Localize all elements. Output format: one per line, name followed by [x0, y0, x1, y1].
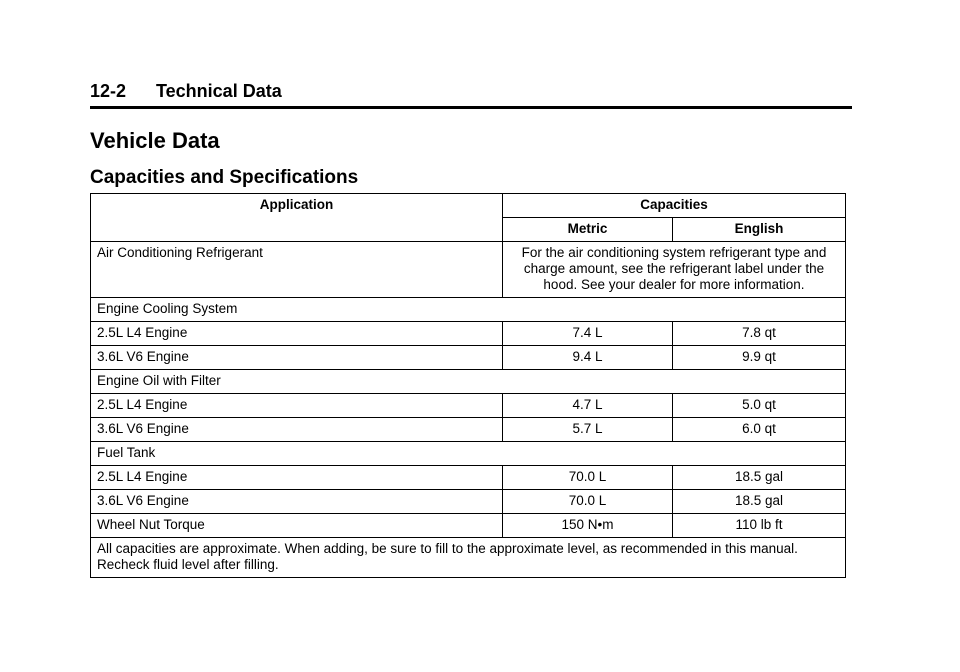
capacities-footnote: All capacities are approximate. When adding, be sure to fill to the approximate level, as recommended in this manual. Recheck fluid level after filling. [91, 538, 846, 578]
english-value: 7.8 qt [673, 322, 846, 346]
engine-label: 2.5L L4 Engine [91, 322, 503, 346]
table-row [91, 346, 846, 370]
english-value: 5.0 qt [673, 394, 846, 418]
english-header: English [673, 218, 846, 242]
fuel-tank-label: Fuel Tank [91, 442, 846, 466]
engine-label: 3.6L V6 Engine [91, 346, 503, 370]
table-group-row [91, 370, 846, 394]
table-row [91, 242, 846, 298]
section-title: Vehicle Data [90, 128, 220, 153]
english-value: 110 lb ft [673, 514, 846, 538]
table-group-row [91, 298, 846, 322]
table-row [91, 322, 846, 346]
engine-label: 2.5L L4 Engine [91, 394, 503, 418]
engine-oil-label: Engine Oil with Filter [91, 370, 846, 394]
subsection-title: Capacities and Specifications [90, 167, 359, 188]
english-value: 18.5 gal [673, 490, 846, 514]
capacities-table [90, 193, 846, 578]
metric-value: 70.0 L [503, 466, 673, 490]
table-footnote-row [91, 538, 846, 578]
english-value: 6.0 qt [673, 418, 846, 442]
metric-value: 5.7 L [503, 418, 673, 442]
chapter-title: Technical Data [156, 81, 282, 101]
wheel-nut-torque-label: Wheel Nut Torque [91, 514, 503, 538]
application-header: Application [91, 194, 503, 242]
table-row [91, 418, 846, 442]
metric-value: 70.0 L [503, 490, 673, 514]
table-row [91, 466, 846, 490]
engine-cooling-label: Engine Cooling System [91, 298, 846, 322]
metric-value: 4.7 L [503, 394, 673, 418]
capacities-header: Capacities [503, 194, 846, 218]
engine-label: 3.6L V6 Engine [91, 418, 503, 442]
ac-refrigerant-note: For the air conditioning system refrigerant type and charge amount, see the refrigerant label under the hood. See your dealer for more information. [503, 242, 846, 298]
metric-value: 7.4 L [503, 322, 673, 346]
table-row [91, 490, 846, 514]
table-header-row [91, 194, 846, 218]
english-value: 9.9 qt [673, 346, 846, 370]
engine-label: 2.5L L4 Engine [91, 466, 503, 490]
ac-refrigerant-label: Air Conditioning Refrigerant [91, 242, 503, 298]
engine-label: 3.6L V6 Engine [91, 490, 503, 514]
metric-header: Metric [503, 218, 673, 242]
table-row [91, 394, 846, 418]
metric-value: 9.4 L [503, 346, 673, 370]
page-number: 12-2 [90, 81, 127, 101]
english-value: 18.5 gal [673, 466, 846, 490]
metric-value: 150 N•m [503, 514, 673, 538]
page-header [90, 80, 852, 109]
table-row [91, 514, 846, 538]
table-group-row [91, 442, 846, 466]
